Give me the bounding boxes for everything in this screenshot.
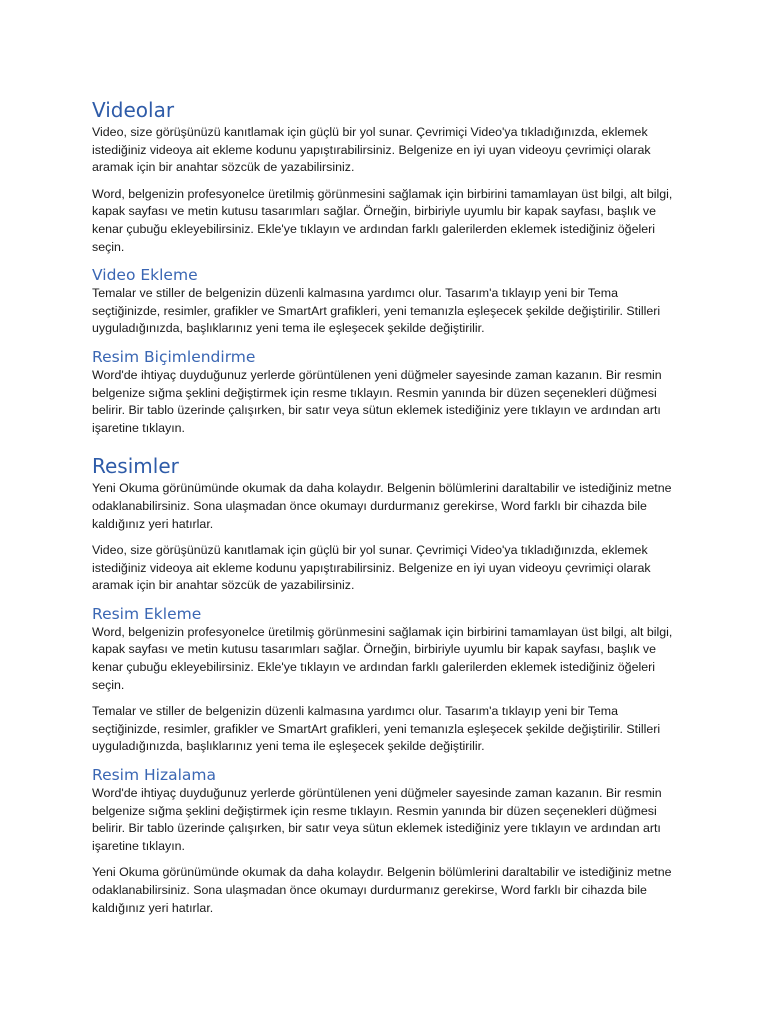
paragraph: Temalar ve stiller de belgenizin düzenli kalmasına yardımcı olur. Tasarım'a tıklayıp yeni bir Tema seçtiğinizde, resimler, grafikler ve SmartArt grafikleri, yeni temanızla eşleşecek şekilde değiştirilir. Stilleri uyguladığınızda, başlıklarınız yeni tema ile eşleşecek şekilde değiştirilir. <box>92 704 661 754</box>
heading-resim-bicimlendirme: Resim Biçimlendirme <box>92 347 256 366</box>
paragraph: Yeni Okuma görünümünde okumak da daha kolaydır. Belgenin bölümlerini daraltabilir ve istediğiniz metne odaklanabilirsiniz. Sona ulaşmadan önce okumayı durdurmanız gerekirse, Word farklı bir cihazda bile kaldığınız yeri hatırlar. <box>92 481 672 531</box>
heading-resim-hizalama: Resim Hizalama <box>92 766 217 785</box>
section-video-ekleme <box>92 265 680 338</box>
paragraph: Word'de ihtiyaç duyduğunuz yerlerde görüntülenen yeni düğmeler sayesinde zaman kazanın. Bir resmin belgenize sığma şeklini değiştirmek için resme tıklayın. Resmin yanında bir düzen seçenekleri düğmesi belirir. Bir tablo üzerinde çalışırken, bir satır veya sütun eklemek istediğiniz yere tıklayın ve ardından artı işaretine tıklayın. <box>92 786 662 853</box>
section-videolar <box>92 98 680 256</box>
heading-resimler: Resimler <box>92 454 179 479</box>
paragraph: Yeni Okuma görünümünde okumak da daha kolaydır. Belgenin bölümlerini daraltabilir ve istediğiniz metne odaklanabilirsiniz. Sona ulaşmadan önce okumayı durdurmanız gerekirse, Word farklı bir cihazda bile kaldığınız yeri hatırlar. <box>92 865 672 915</box>
paragraph: Temalar ve stiller de belgenizin düzenli kalmasına yardımcı olur. Tasarım'a tıklayıp yeni bir Tema seçtiğinizde, resimler, grafikler ve SmartArt grafikleri, yeni temanızla eşleşecek şekilde değiştirilir. Stilleri uyguladığınızda, başlıklarınız yeni tema ile eşleşecek şekilde değiştirilir. <box>92 286 661 336</box>
paragraph: Video, size görüşünüzü kanıtlamak için güçlü bir yol sunar. Çevrimiçi Video'ya tıkladığınızda, eklemek istediğiniz videoya ait ekleme kodunu yapıştırabilirsiniz. Belgenize en iyi uyan videoyu çevrimiçi olarak aramak için bir anahtar sözcük de yazabilirsiniz. <box>92 125 651 175</box>
paragraph: Word'de ihtiyaç duyduğunuz yerlerde görüntülenen yeni düğmeler sayesinde zaman kazanın. Bir resmin belgenize sığma şeklini değiştirmek için resme tıklayın. Resmin yanında bir düzen seçenekleri düğmesi belirir. Bir tablo üzerinde çalışırken, bir satır veya sütun eklemek istediğiniz yere tıklayın ve ardından artı işaretine tıklayın. <box>92 367 662 435</box>
heading-resim-ekleme: Resim Ekleme <box>92 604 202 623</box>
paragraph: Video, size görüşünüzü kanıtlamak için güçlü bir yol sunar. Çevrimiçi Video'ya tıkladığınızda, eklemek istediğiniz videoya ait ekleme kodunu yapıştırabilirsiniz. Belgenize en iyi uyan videoyu çevrimiçi olarak aramak için bir anahtar sözcük de yazabilirsiniz. <box>92 543 651 593</box>
paragraph: Word, belgenizin profesyonelce üretilmiş görünmesini sağlamak için birbirini tamamlayan üst bilgi, alt bilgi, kapak sayfası ve metin kutusu tasarımları sağlar. Örneğin, birbiriyle uyumlu bir kapak sayfası, başlık ve kenar çubuğu ekleyebilirsiniz. Ekle'ye tıklayın ve ardından farklı galerilerden eklemek istediğiniz öğeleri seçin. <box>92 186 673 254</box>
heading-video-ekleme: Video Ekleme <box>92 266 198 285</box>
heading-videolar: Videolar <box>92 98 175 122</box>
section-resim-bicimlendirme <box>92 347 680 437</box>
section-resim-ekleme <box>92 604 680 756</box>
section-resimler <box>92 454 680 595</box>
section-resim-hizalama <box>92 765 680 917</box>
paragraph: Word, belgenizin profesyonelce üretilmiş görünmesini sağlamak için birbirini tamamlayan üst bilgi, alt bilgi, kapak sayfası ve metin kutusu tasarımları sağlar. Örneğin, birbiriyle uyumlu bir kapak sayfası, başlık ve kenar çubuğu ekleyebilirsiniz. Ekle'ye tıklayın ve ardından farklı galerilerden eklemek istediğiniz öğeleri seçin. <box>92 624 673 692</box>
